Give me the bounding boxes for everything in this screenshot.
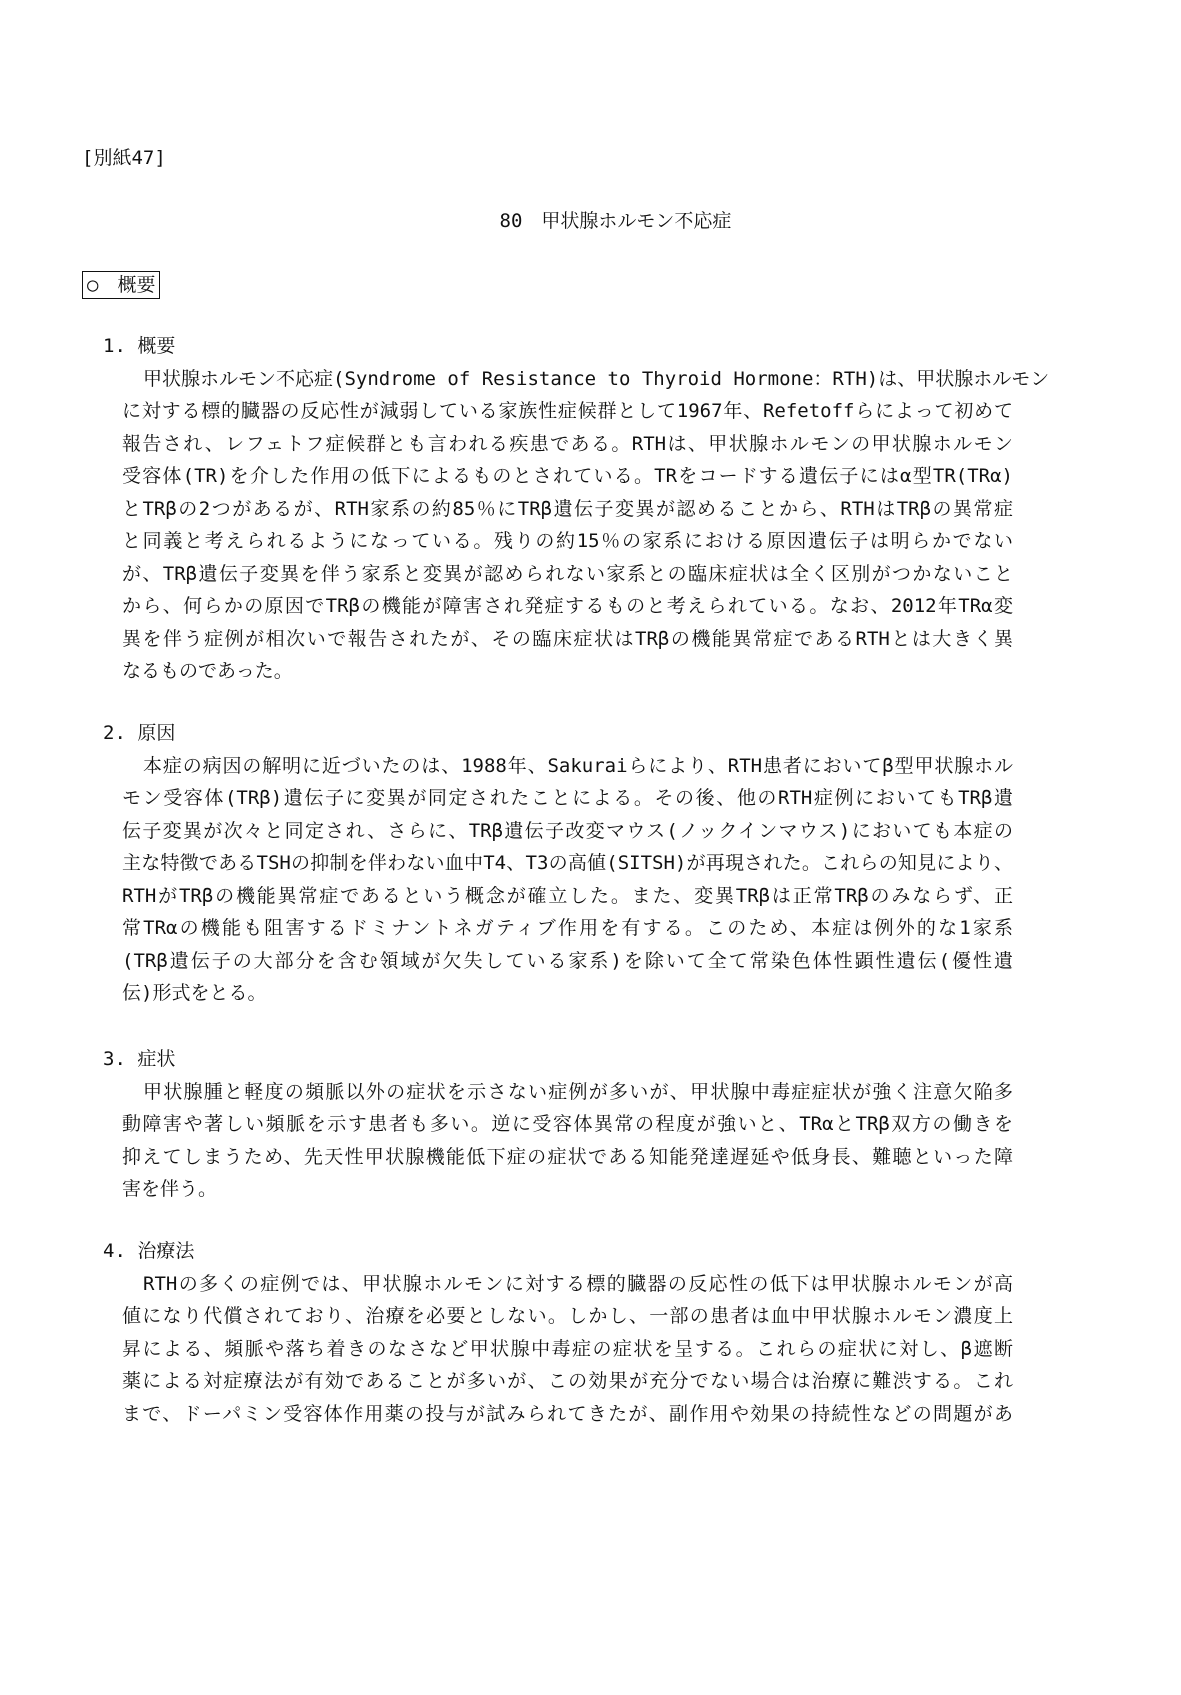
paragraph-line: 抑えてしまうため、先天性甲状腺機能低下症の症状である知能発達遅延や低身長、難聴といった障 [122,1145,1013,1168]
section-cause [103,717,1013,1010]
paragraph-line: なるものであった。 [122,660,293,682]
section-overview [103,330,1050,688]
paragraph-line: 甲状腺腫と軽度の頻脈以外の症状を示さない症例が多いが、甲状腺中毒症症状が強く注意欠陥多 [143,1080,1013,1103]
paragraph-line: (TRβ遺伝子の大部分を含む領域が欠失している家系)を除いて全て常染色体性顕性遺伝(優性遺 [122,949,1013,972]
document-title: 80 甲状腺ホルモン不応症 [499,210,732,232]
section-symptoms [103,1043,1013,1206]
paragraph-line: RTHがTRβの機能異常症であるという概念が確立した。また、変異TRβは正常TRβのみならず、正 [122,884,1013,907]
paragraph-line: 主な特徴であるTSHの抑制を伴わない血中T4、T3の高値(SITSH)が再現された。これらの知見により、 [122,852,1013,874]
section-heading: 3. 症状 [103,1048,176,1070]
paragraph-line: 値になり代償されており、治療を必要としない。しかし、一部の患者は血中甲状腺ホルモン濃度上 [122,1305,1013,1327]
paragraph-line: 本症の病因の解明に近づいたのは、1988年、Sakuraiらにより、RTH患者においてβ型甲状腺ホル [143,754,1013,777]
paragraph-line: から、何らかの原因でTRβの機能が障害され発症するものと考えられている。なお、2012年TRα変 [122,595,1013,617]
section-heading: 1. 概要 [103,335,176,357]
section-heading: 2. 原因 [103,722,176,744]
section-heading: 4. 治療法 [103,1240,195,1262]
paragraph-line: とTRβの2つがあるが、RTH家系の約85％にTRβ遺伝子変異が認めることから、RTHはTRβの異常症 [122,497,1013,520]
paragraph-line: 昇による、頻脈や落ち着きのなさなど甲状腺中毒症の症状を呈する。これらの症状に対し、β遮断 [122,1337,1013,1360]
paragraph-line: モン受容体(TRβ)遺伝子に変異が同定されたことによる。その後、他のRTH症例においてもTRβ遺 [122,787,1013,809]
paragraph-line: が、TRβ遺伝子変異を伴う家系と変異が認められない家系との臨床症状は全く区別がつかないこと [122,562,1013,585]
paragraph-line: 甲状腺ホルモン不応症(Syndrome of Resistance to Thyroid Hormone：RTH)は、甲状腺ホルモン [143,367,1050,390]
paragraph-line: 伝子変異が次々と同定され、さらに、TRβ遺伝子改変マウス(ノックインマウス)においても本症の [122,819,1013,842]
paragraph-line: 薬による対症療法が有効であることが多いが、この効果が充分でない場合は治療に難渋する。これ [122,1370,1013,1392]
paragraph-line: 常TRαの機能も阻害するドミナントネガティブ作用を有する。このため、本症は例外的な1家系 [122,917,1013,939]
paragraph-line: 動障害や著しい頻脈を示す患者も多い。逆に受容体異常の程度が強いと、TRαとTRβ双方の働きを [122,1113,1013,1135]
overview-section-label: ○ 概要 [82,271,160,299]
paragraph-line: まで、ドーパミン受容体作用薬の投与が試みられてきたが、副作用や効果の持続性などの問題があ [122,1402,1013,1425]
paragraph-line: RTHの多くの症例では、甲状腺ホルモンに対する標的臓器の反応性の低下は甲状腺ホルモンが高 [143,1272,1013,1295]
paragraph-line: 害を伴う。 [122,1178,218,1200]
section-treatment [103,1235,1013,1430]
paragraph-line: 報告され、レフェトフ症候群とも言われる疾患である。RTHは、甲状腺ホルモンの甲状腺ホルモン [122,432,1013,455]
paragraph-line: に対する標的臓器の反応性が減弱している家族性症候群として1967年、Refetoffらによって初めて [122,400,1013,422]
paragraph-line: 異を伴う症例が相次いで報告されたが、その臨床症状はTRβの機能異常症であるRTHとは大きく異 [122,627,1013,650]
paragraph-line: 受容体(TR)を介した作用の低下によるものとされている。TRをコードする遺伝子にはα型TR(TRα) [122,465,1013,487]
attachment-label: [別紙47] [82,147,166,169]
paragraph-line: と同義と考えられるようになっている。残りの約15％の家系における原因遺伝子は明らかでない [122,530,1013,552]
paragraph-line: 伝)形式をとる。 [122,982,267,1004]
